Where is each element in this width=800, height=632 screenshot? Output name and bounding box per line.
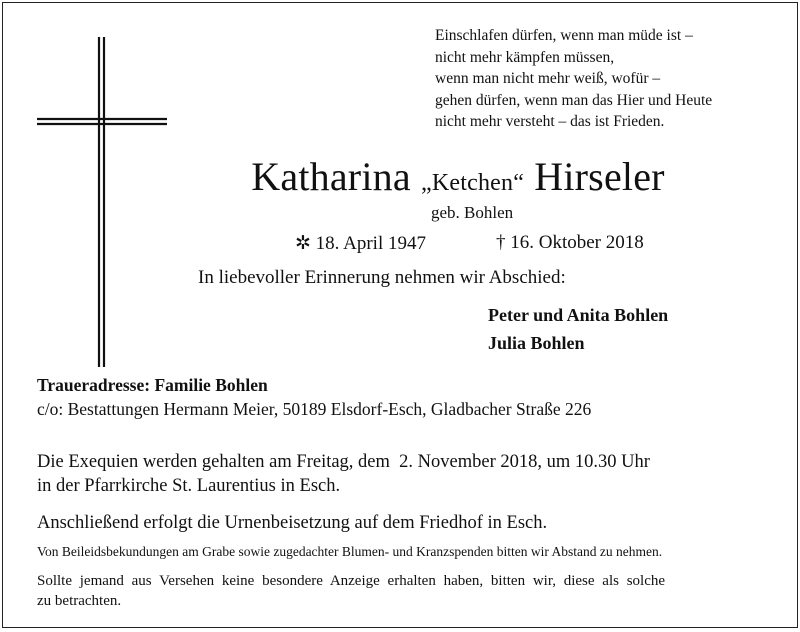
notice-text [37,572,777,611]
obituary-notice [2,2,798,628]
mourner-name: Julia Bohlen [488,333,585,353]
service-line: Die Exequien werden gehalten am Freitag, dem 2. November 2018, um 10.30 Uhr [37,452,650,472]
poem [435,25,712,133]
poem-line: Einschlafen dürfen, wenn man müde ist – [435,27,693,44]
service-line: in der Pfarrkirche St. Laurentius in Esch. [37,476,341,496]
notice-line: Sollte jemand aus Versehen keine besondere Anzeige erhalten haben, bitten wir, diese als solche [37,573,666,589]
notice-line: zu betrachten. [37,592,122,609]
address-title: Traueradresse: Familie Bohlen [37,375,268,395]
death-date: † 16. Oktober 2018 [496,232,644,253]
birth-name: geb. Bohlen [431,203,514,222]
birth-date: ✲ 18. April 1947 [295,233,426,254]
last-name: Hirseler [534,154,665,199]
urn-burial-info: Anschließend erfolgt die Urnenbeisetzung auf dem Friedhof in Esch. [37,513,548,533]
poem-line: gehen dürfen, wenn man das Hier und Heute [435,91,713,109]
first-name: Katharina [251,154,411,199]
nickname: „Ketchen“ [421,170,525,196]
farewell-text: In liebevoller Erinnerung nehmen wir Abschied: [198,267,566,288]
service-info [37,450,650,498]
mourner-name: Peter und Anita Bohlen [488,305,669,325]
poem-line: nicht mehr versteht – das ist Frieden. [435,113,665,130]
cross-icon [37,37,167,367]
condolences-note: Von Beileidsbekundungen am Grabe sowie zugedachter Blumen- und Kranzspenden bitten wir Abstand zu nehmen. [37,544,663,559]
poem-line: wenn man nicht mehr weiß, wofür – [435,70,661,87]
address-line: c/o: Bestattungen Hermann Meier, 50189 Elsdorf-Esch, Gladbacher Straße 226 [37,399,592,419]
poem-line: nicht mehr kämpfen müssen, [435,48,615,66]
deceased-name [3,153,800,200]
